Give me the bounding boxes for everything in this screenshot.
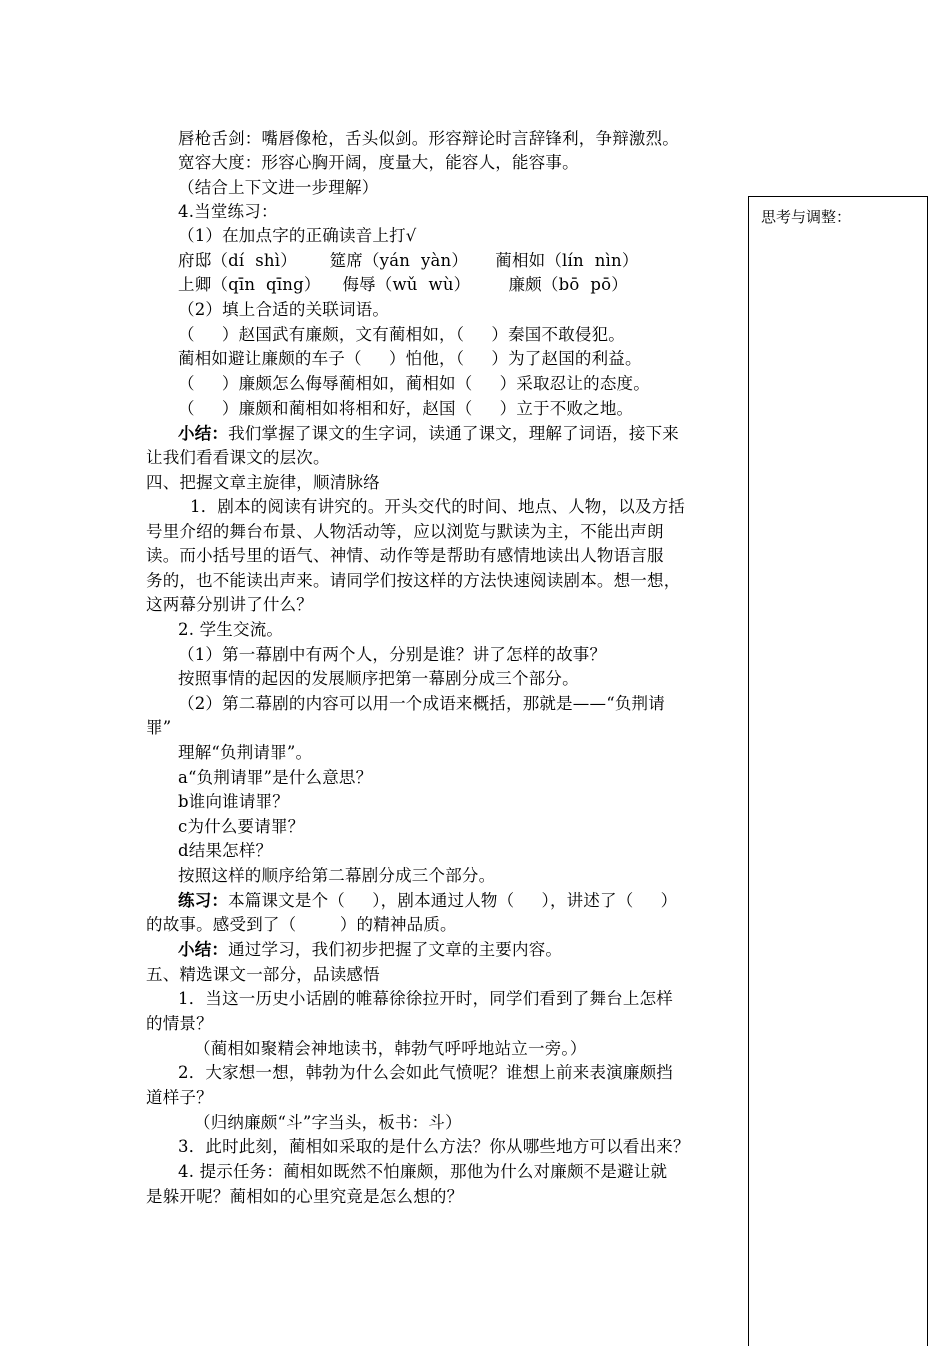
text-span: c为什么要请罪？: [178, 817, 305, 836]
text-line: [178, 250, 639, 272]
text-line: [146, 545, 664, 567]
text-span: 务的，也不能读出声来。请同学们按这样的方法快速阅读剧本。想一想，: [146, 571, 681, 590]
text-line: [194, 1038, 587, 1060]
text-line: [146, 1013, 213, 1035]
text-line: [178, 398, 633, 420]
text-span: 宽容大度：形容心胸开阔，度量大，能容人，能容事。: [178, 153, 579, 172]
text-span: （2）第二幕剧的内容可以用一个成语来概括，那就是——“负荆请: [178, 694, 665, 713]
text-span: （归纳廉颇“斗”字当头，板书：斗）: [194, 1113, 462, 1132]
text-span: 蔺相如避让廉颇的车子（ ）怕他，（ ）为了赵国的利益。: [178, 349, 642, 368]
text-line: [178, 201, 278, 223]
text-span: 是躲开呢？蔺相如的心里究竟是怎么想的？: [146, 1187, 464, 1206]
text-line: [178, 939, 562, 961]
text-line: [146, 570, 680, 592]
text-span: 府邸（dí shì） 筵席（yán yàn） 蔺相如（lín nìn）: [178, 251, 639, 270]
text-span: 上卿（qīn qīng） 侮辱（wǔ wù） 廉颇（bō pō）: [178, 275, 628, 294]
text-line: [178, 988, 673, 1010]
text-line: [178, 324, 625, 346]
text-span: 2．大家想一想，韩勃为什么会如此气愤呢？谁想上前来表演廉颇挡: [178, 1063, 673, 1082]
text-span: （ ）廉颇怎么侮辱蔺相如，蔺相如（ ）采取忍让的态度。: [178, 374, 650, 393]
text-span: 我们掌握了课文的生字词，读通了课文，理解了词语，接下来: [228, 424, 680, 443]
text-span: 的情景？: [146, 1014, 213, 1033]
text-line: [178, 668, 579, 690]
text-span: （ ）赵国武有廉颇，文有蔺相如，（ ）秦国不敢侵犯。: [178, 325, 625, 344]
text-line: [178, 767, 372, 789]
text-line: [146, 914, 457, 936]
text-line: [178, 1062, 673, 1084]
text-span: b谁向谁请罪？: [178, 792, 289, 811]
text-line: [178, 619, 283, 641]
text-span: 通过学习，我们初步把握了文章的主要内容。: [228, 940, 563, 959]
text-span: 按照这样的顺序给第二幕剧分成三个部分。: [178, 866, 496, 885]
text-line: [178, 742, 312, 764]
bold-label: 小结：: [178, 940, 229, 959]
text-span: 五、精选课文一部分，品读感悟: [146, 965, 380, 984]
text-span: 唇枪舌剑：嘴唇像枪，舌头似剑。形容辩论时言辞锋利，争辩激烈。: [178, 129, 679, 148]
text-line: [146, 717, 171, 739]
text-line: [178, 177, 378, 199]
text-line: [178, 865, 495, 887]
text-span: （1）第一幕剧中有两个人，分别是谁？讲了怎样的故事？: [178, 645, 607, 664]
text-span: 3．此时此刻，蔺相如采取的是什么方法？你从哪些地方可以看出来？: [178, 1137, 690, 1156]
bold-label: 小结：: [178, 424, 229, 443]
text-line: [178, 890, 677, 912]
text-span: a“负荆请罪”是什么意思？: [178, 768, 373, 787]
text-span: （2）填上合适的关联词语。: [178, 300, 390, 319]
reflection-box: [748, 196, 928, 1346]
text-line: [178, 1136, 690, 1158]
text-span: 1．剧本的阅读有讲究的。开头交代的时间、地点、人物，以及方括: [190, 497, 685, 516]
text-line: [178, 791, 289, 813]
text-span: （蔺相如聚精会神地读书，韩勃气呼呼地站立一旁。）: [194, 1039, 587, 1058]
text-span: 读。而小括号里的语气、神情、动作等是帮助有感情地读出人物语言服: [146, 546, 664, 565]
text-line: [146, 472, 380, 494]
text-span: 1．当这一历史小话剧的帷幕徐徐拉开时，同学们看到了舞台上怎样: [178, 989, 673, 1008]
text-line: [146, 964, 380, 986]
text-span: 四、把握文章主旋律，顺清脉络: [146, 473, 380, 492]
text-line: [178, 423, 679, 445]
text-line: [178, 693, 665, 715]
text-line: [146, 521, 664, 543]
text-line: [178, 299, 389, 321]
text-span: 罪”: [146, 718, 172, 737]
text-span: 理解“负荆请罪”。: [178, 743, 313, 762]
text-line: [178, 840, 272, 862]
text-line: [146, 594, 313, 616]
text-span: 道样子？: [146, 1088, 213, 1107]
text-line: [194, 1112, 462, 1134]
text-span: 本篇课文是个（ ），剧本通过人物（ ），讲述了（ ）: [228, 891, 678, 910]
text-line: [178, 348, 642, 370]
text-span: 让我们看看课文的层次。: [146, 448, 330, 467]
text-span: 4. 提示任务：蔺相如既然不怕廉颇，那他为什么对廉颇不是避让就: [178, 1162, 668, 1181]
text-line: [146, 447, 330, 469]
text-line: [178, 644, 606, 666]
text-line: [146, 1087, 213, 1109]
text-line: [178, 816, 304, 838]
text-span: 4.当堂练习：: [178, 202, 278, 221]
bold-label: 练习：: [178, 891, 229, 910]
text-line: [178, 274, 628, 296]
text-span: （结合上下文进一步理解）: [178, 178, 379, 197]
text-line: [178, 1161, 667, 1183]
text-span: （ ）廉颇和蔺相如将相和好，赵国（ ）立于不败之地。: [178, 399, 634, 418]
text-line: [190, 496, 685, 518]
text-line: [146, 1186, 463, 1208]
text-span: 这两幕分别讲了什么？: [146, 595, 313, 614]
text-span: 2. 学生交流。: [178, 620, 284, 639]
text-span: 按照事情的起因的发展顺序把第一幕剧分成三个部分。: [178, 669, 579, 688]
text-line: [178, 225, 417, 247]
text-line: [178, 128, 679, 150]
text-span: （1）在加点字的正确读音上打√: [178, 226, 417, 245]
text-line: [178, 152, 579, 174]
text-span: 的故事。感受到了（ ）的精神品质。: [146, 915, 457, 934]
reflection-box-title: 思考与调整：: [761, 208, 852, 226]
text-line: [178, 373, 650, 395]
text-span: d结果怎样？: [178, 841, 273, 860]
text-span: 号里介绍的舞台布景、人物活动等，应以浏览与默读为主，不能出声朗: [146, 522, 664, 541]
